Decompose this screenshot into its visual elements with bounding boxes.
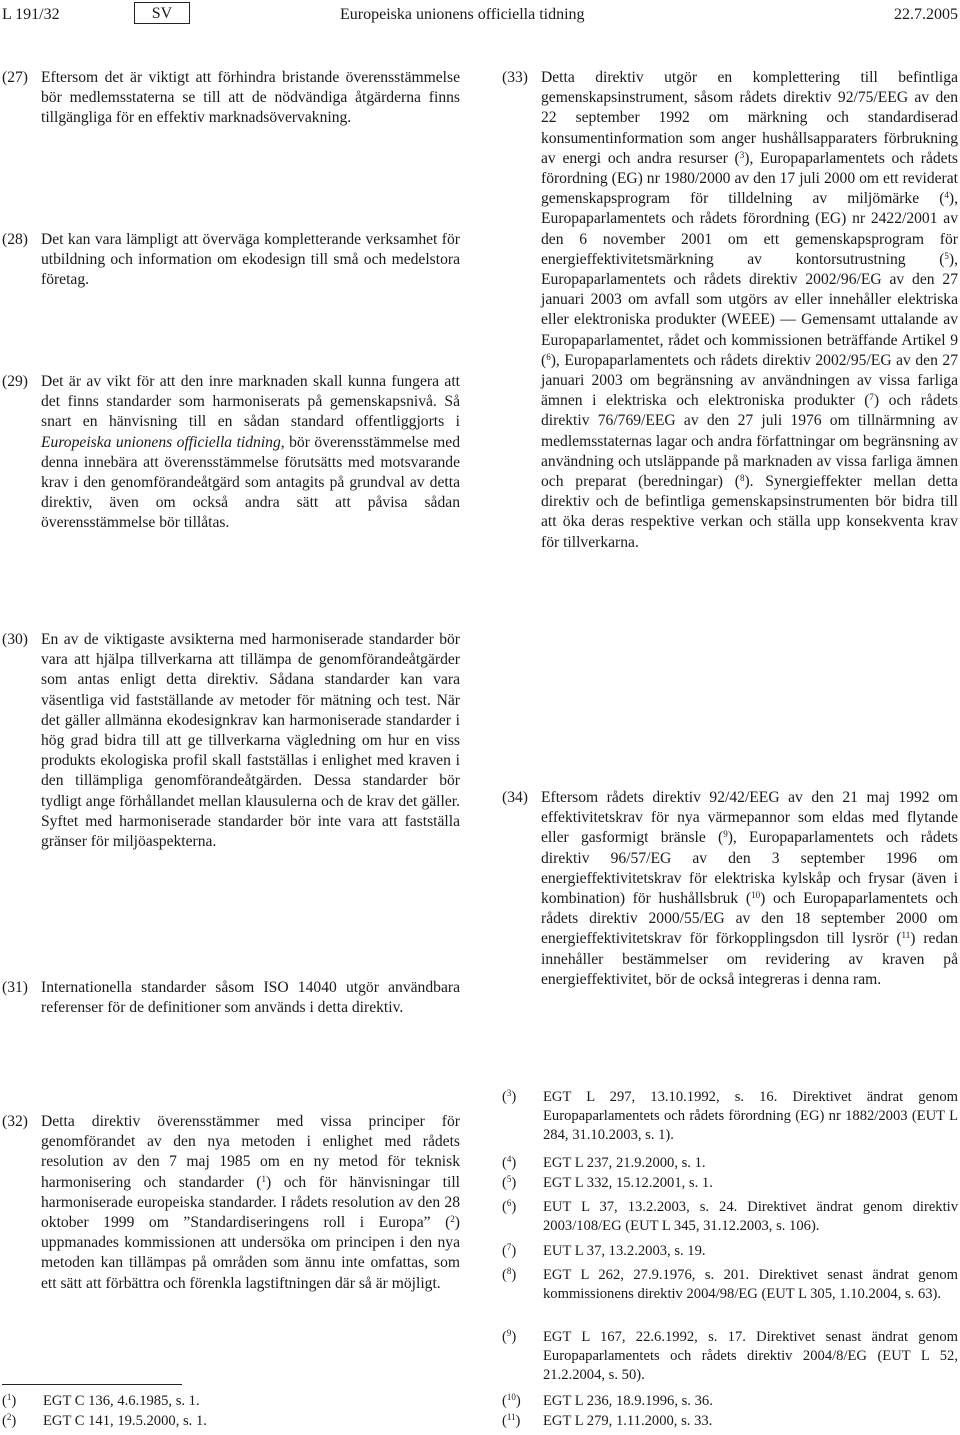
- recital-number: (29): [2, 373, 28, 390]
- page-reference: L 191/32: [2, 6, 60, 23]
- footnote-number: 10: [506, 1392, 516, 1402]
- recital-text: Internationella standarder såsom ISO 14040 utgör användbara referenser för de definitioner som används i detta direktiv.: [41, 979, 460, 1017]
- recital-number: (33): [502, 69, 528, 86]
- footnote-number: 7: [506, 1242, 512, 1252]
- footnote-ref[interactable]: 1: [261, 1173, 266, 1184]
- footnote-ref[interactable]: 11: [901, 930, 911, 941]
- footnote-text: EGT L 262, 27.9.1976, s. 201. Direktivet senast ändrat genom kommissionens direktiv 2004/98/EG (EUT L 305, 1.10.2004, s. 63).: [543, 1267, 958, 1302]
- footnote-text: EGT C 136, 4.6.1985, s. 1.: [43, 1393, 200, 1409]
- footnote-ref[interactable]: 4: [944, 190, 949, 201]
- recital-32: [2, 1112, 460, 1294]
- footnote-number: 9: [506, 1328, 512, 1338]
- footnote-ref[interactable]: 8: [739, 473, 745, 484]
- footnote-number: 3: [506, 1088, 512, 1098]
- footnote-6: ($^6$) EUT L 37, 13.2.2003, s. 24. Direktivet ändrat genom direktiv 2003/108/EG (EUT L 345, 31.12.2003, s. 106).: [502, 1198, 958, 1234]
- footnote-number: 4: [506, 1154, 512, 1164]
- footnote-11: ($^{11}$) EGT L 279, 1.11.2000, s. 33.: [502, 1412, 958, 1431]
- footnote-text: EUT L 37, 13.2.2003, s. 24. Direktivet ändrat genom direktiv 2003/108/EG (EUT L 345, 31.12.2003, s. 106).: [543, 1199, 958, 1234]
- recital-34: [502, 788, 958, 990]
- footnote-ref[interactable]: 10: [751, 890, 761, 901]
- footnote-number: 6: [506, 1198, 512, 1208]
- recital-text: Detta direktiv överensstämmer med vissa principer för genomförandet av den nya metoden i enlighet med rådets resolution av den 7 maj 1985 om en ny metod för teknisk harmonisering och standarder ($^1$) och för hänvisningar till harmoniserade europeiska standarder. I rådets resolution av den 28 oktober 1999 om ”Standardiseringens roll i Europa” ($^2$) uppmanades kommissionen att undersöka om principen i den nya metoden kan tillämpas på områden som ännu inte omfattas, som ett sätt att förbättra och förenkla lagstiftningen där så är möjligt.: [41, 1113, 460, 1292]
- recital-text: En av de viktigaste avsikterna med harmoniserade standarder bör vara att hjälpa tillverkarna att tillämpa de genomförandeåtgärder som antas enligt detta direktiv. Sådana standarder kan vara väsentliga vid fastställande av metoder för mätning och test. När det gäller allmänna ekodesignkrav kan harmoniserade standarder i hög grad bidra till att ge tillverkarna vägledning om hur en viss produkts ekologiska profil skall fastställas i enlighet med kraven i den tillämpliga genomförandeåtgärden. Dessa standarder bör tydligt ange förhållandet mellan klausulerna och de krav det gäller. Syftet med harmoniserade standarder bör inte vara att fastställa gränser för miljöaspekterna.: [41, 631, 460, 851]
- running-header: [0, 6, 960, 28]
- recital-number: (32): [2, 1113, 28, 1130]
- footnote-text: EGT L 236, 18.9.1996, s. 36.: [543, 1393, 713, 1409]
- language-badge: SV: [134, 2, 190, 24]
- footnote-ref[interactable]: 2: [450, 1214, 455, 1225]
- recital-text: Eftersom rådets direktiv 92/42/EEG av den 21 maj 1992 om effektivitetskrav för nya värmepannor som eldas med flytande eller gasformigt bränsle ($^9$), Europaparlamentets och rådets direktiv 96/57/EG av den 3 september 1996 om energieffektivitetskrav för elektriska kylskåp och frysar (även i kombination) för hushållsbruk ($^{10}$) och Europaparlamentets och rådets direktiv 2000/55/EG av den 18 september 2000 om energieffektivitetskrav för förkopplingsdon till lysrör ($^{11}$) redan innehåller bestämmelser om revidering av kraven på energieffektivitet, bör de också integreras i denna ram.: [541, 789, 958, 988]
- footnote-number: 1: [6, 1392, 12, 1402]
- footnote-text: EGT L 237, 21.9.2000, s. 1.: [543, 1155, 706, 1171]
- footnote-ref[interactable]: 9: [723, 829, 728, 840]
- recital-text: Detta direktiv utgör en komplettering till befintliga gemenskapsinstrument, såsom rådets direktiv 92/75/EEG av den 22 september 1992 om märkning och standardiserad konsumentinformation som anger hushållsapparaters förbrukning av energi och andra resurser ($^3$), Europaparlamentets och rådets förordning (EG) nr 1980/2000 av den 17 juli 2000 om ett reviderat gemenskapsprogram för tilldelning av miljömärke ($^4$), Europaparlamentets och rådets förordning (EG) nr 2422/2001 av den 6 november 2001 om ett gemenskapsprogram för energieffektivitetsmärkning av kontorsutrustning ($^5$), Europaparlamentets och rådets direktiv 2002/96/EG av den 27 januari 2003 om avfall som utgörs av eller innehåller elektriska eller elektroniska produkter (WEEE) — Gemensamt uttalande av Europaparlamentet, rådet och kommissionen beträffande Artikel 9 ($^6$), Europaparlamentets och rådets direktiv 2002/95/EG av den 27 januari 2003 om begränsning av användningen av vissa farliga ämnen i elektriska och elektroniska produkter ($^7$) och rådets direktiv 76/769/EEG av den 27 juli 1976 om tillnärmning av medlemsstaternas lagar och andra författningar om begränsning av användning och utsläppande på marknaden av vissa farliga ämnen och preparat (beredningar) ($^8$). Synergieffekter mellan detta direktiv och de befintliga gemenskapsinstrumenten bör bidra till att öka deras respektive verkan och ställa upp konsekventa krav för tillverkarna.: [541, 69, 958, 551]
- footnote-8: ($^8$) EGT L 262, 27.9.1976, s. 201. Direktivet senast ändrat genom kommissionens direktiv 2004/98/EG (EUT L 305, 1.10.2004, s. 63).: [502, 1266, 958, 1302]
- recital-text: Det är av vikt för att den inre marknaden skall kunna fungera att det finns standarder som harmoniserats på gemenskapsnivå. Så snart en hänvisning till en sådan standard offentliggjorts i Europeiska unionens officiella tidning, bör överensstämmelse med denna innebära att överensstämmelse förutsätts med motsvarande krav i den genomförandeåtgärd som antagits på grundval av detta direktiv, även om också andra sätt att påvisa sådan överensstämmelse bör tillåtas.: [41, 373, 460, 532]
- footnote-number: 2: [6, 1412, 12, 1422]
- footnote-4: ($^4$) EGT L 237, 21.9.2000, s. 1.: [502, 1154, 958, 1173]
- footnote-5: ($^5$) EGT L 332, 15.12.2001, s. 1.: [502, 1174, 958, 1193]
- recital-number: (31): [2, 979, 28, 996]
- footnote-ref[interactable]: 5: [944, 250, 949, 261]
- recital-33: [502, 68, 958, 553]
- footnote-ref[interactable]: 7: [869, 392, 874, 403]
- footnote-text: EGT L 297, 13.10.1992, s. 16. Direktivet ändrat genom Europaparlamentets och rådets förordning (EG) nr 1882/2003 (EUT L 284, 31.10.2003, s. 1).: [543, 1089, 958, 1143]
- journal-title: Europeiska unionens officiella tidning: [340, 6, 585, 23]
- footnote-number: 5: [506, 1174, 512, 1184]
- footnote-1: ($^1$) EGT C 136, 4.6.1985, s. 1.: [2, 1392, 460, 1411]
- recital-number: (28): [2, 231, 28, 248]
- recital-27: [2, 68, 460, 129]
- footnote-text: EGT C 141, 19.5.2000, s. 1.: [43, 1413, 207, 1429]
- recital-29: [2, 372, 460, 534]
- publication-date: 22.7.2005: [894, 6, 958, 23]
- footnote-ref[interactable]: 3: [739, 149, 745, 160]
- footnote-text: EGT L 279, 1.11.2000, s. 33.: [543, 1413, 713, 1429]
- recital-30: [2, 630, 460, 852]
- recital-31: [2, 978, 460, 1018]
- footnote-text: EUT L 37, 13.2.2003, s. 19.: [543, 1243, 706, 1259]
- footnote-text: EGT L 332, 15.12.2001, s. 1.: [543, 1175, 713, 1191]
- footnote-separator: [2, 1384, 182, 1385]
- footnote-number: 11: [506, 1412, 516, 1422]
- recital-28: [2, 230, 460, 291]
- footnote-ref[interactable]: 6: [546, 351, 551, 362]
- footnote-9: ($^9$) EGT L 167, 22.6.1992, s. 17. Direktivet senast ändrat genom Europaparlamentets och rådets direktiv 2004/8/EG (EUT L 52, 21.2.2004, s. 50).: [502, 1328, 958, 1383]
- recital-text: Det kan vara lämpligt att överväga kompletterande verksamhet för utbildning och information om ekodesign till små och medelstora företag.: [41, 231, 460, 289]
- recital-number: (34): [502, 789, 528, 806]
- footnote-number: 8: [506, 1266, 512, 1276]
- journal-name-italic: Europeiska unionens officiella tidning: [41, 433, 281, 451]
- footnote-text: EGT L 167, 22.6.1992, s. 17. Direktivet senast ändrat genom Europaparlamentets och rådets direktiv 2004/8/EG (EUT L 52, 21.2.2004, s. 50).: [543, 1329, 958, 1383]
- recital-number: (27): [2, 69, 28, 86]
- footnote-2: ($^2$) EGT C 141, 19.5.2000, s. 1.: [2, 1412, 460, 1431]
- footnote-7: ($^7$) EUT L 37, 13.2.2003, s. 19.: [502, 1242, 958, 1261]
- footnote-10: ($^{10}$) EGT L 236, 18.9.1996, s. 36.: [502, 1392, 958, 1411]
- recital-number: (30): [2, 631, 28, 648]
- footnote-3: ($^3$) EGT L 297, 13.10.1992, s. 16. Direktivet ändrat genom Europaparlamentets och rådets förordning (EG) nr 1882/2003 (EUT L 284, 31.10.2003, s. 1).: [502, 1088, 958, 1143]
- recital-text: Eftersom det är viktigt att förhindra bristande överensstämmelse bör medlemsstaterna se till att de nödvändiga åtgärderna finns tillgängliga för en effektiv marknadsövervakning.: [41, 69, 460, 127]
